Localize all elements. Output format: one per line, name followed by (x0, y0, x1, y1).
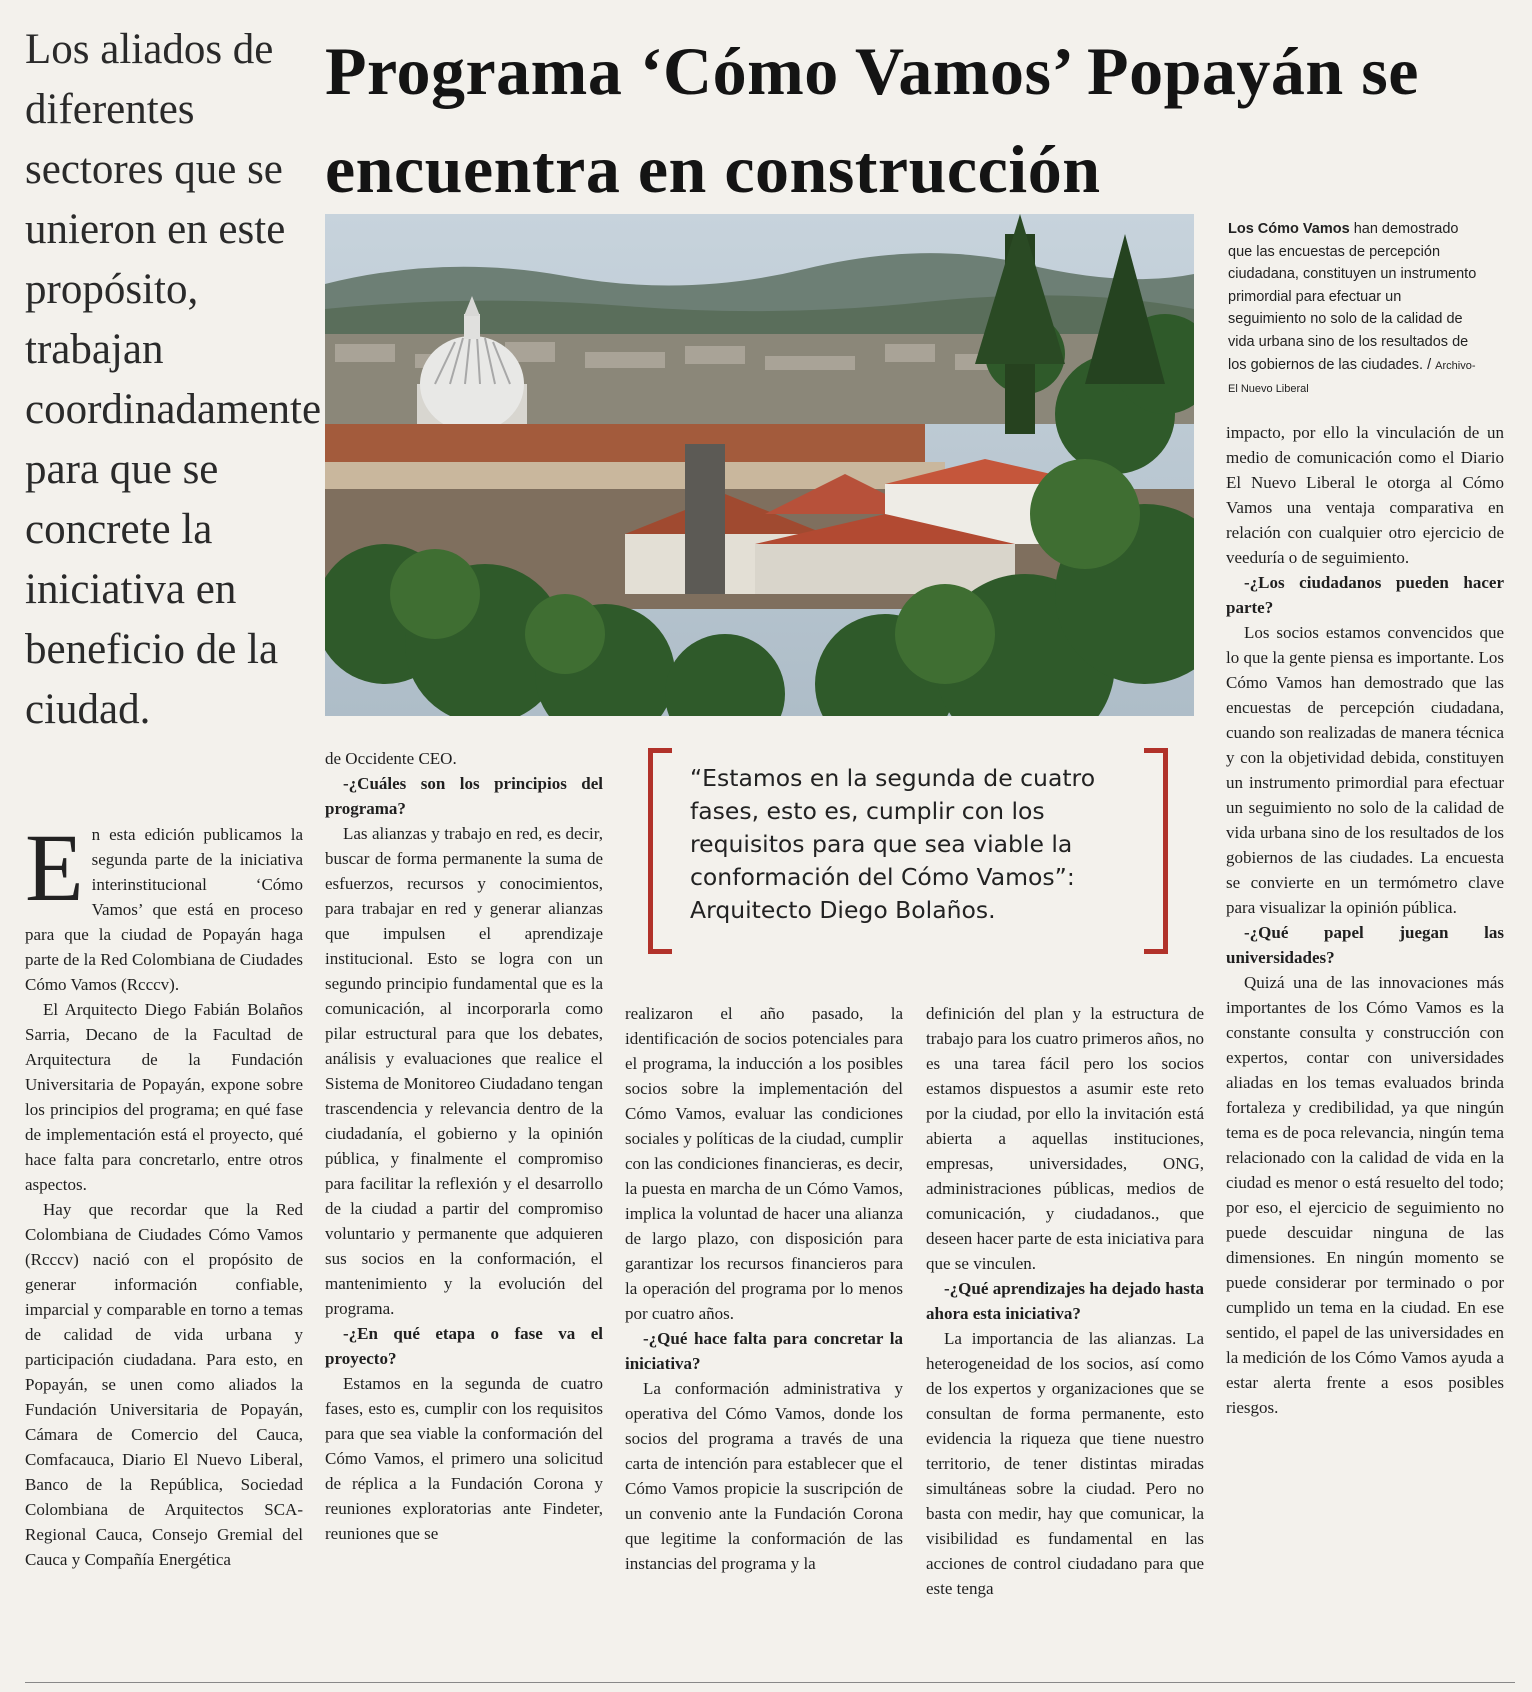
paragraph: El Arquitecto Diego Fabián Bolaños Sarria, Decano de la Facultad de Arquitectura de la Fundación Universitaria de Popayán, expone sobre los principios del programa; en qué fase de implementación está el proyecto, qué hace falta para concretarlo, entre otros aspectos. (25, 1000, 303, 1194)
paragraph: Estamos en la segunda de cuatro fases, esto es, cumplir con los requisitos para que sea viable la conformación del Cómo Vamos, el primero una solicitud de réplica a la Fundación Corona y reuniones exploratorias ante Findeter, reuniones que se (325, 1374, 603, 1543)
article-column-2 (325, 746, 603, 1546)
side-pull-quote: Los aliados de diferentes sectores que se unieron en este propósito, trabajan coordinadamente para que se concrete la iniciativa en beneficio de la ciudad. (25, 26, 322, 733)
city-photo (325, 214, 1194, 716)
photo-caption (1228, 218, 1483, 401)
bottom-rule (25, 1682, 1515, 1683)
paragraph: Hay que recordar que la Red Colombiana de Ciudades Cómo Vamos (Rcccv) nació con el propósito de generar información confiable, imparcial y comparable en torno a temas de calidad de vida urbana y participación ciudadana. Para esto, en Popayán, se unen como aliados la Fundación Universitaria de Popayán, Cámara de Comercio del Cauca, Comfacauca, Diario El Nuevo Liberal, Banco de la República, Sociedad Colombiana de Arquitectos SCA-Regional Cauca, Consejo Gremial del Cauca y Compañía Energética (25, 1200, 303, 1569)
city-skyline-image (325, 214, 1194, 716)
right-bracket (1144, 748, 1168, 954)
interview-question: -¿Los ciudadanos pueden hacer parte? (1226, 573, 1504, 617)
article-column-3 (625, 1001, 903, 1576)
paragraph: La conformación administrativa y operativa del Cómo Vamos, donde los socios del programa a través de una carta de intención para establecer que el Cómo Vamos propicie la suscripción de un convenio ante la Fundación Corona que legitime la conformación de las instancias del programa y la (625, 1379, 903, 1573)
left-bracket (648, 748, 672, 954)
photo-credit: Archivo-El Nuevo Liberal (1228, 359, 1476, 396)
caption-lead: Los Cómo Vamos (1228, 221, 1350, 237)
pull-quote-box (648, 748, 1168, 954)
interview-question: -¿En qué etapa o fase va el proyecto? (325, 1324, 603, 1368)
article-column-4 (926, 1001, 1204, 1601)
interview-question: -¿Cuáles son los principios del programa? (325, 774, 603, 818)
paragraph: realizaron el año pasado, la identificación de socios potenciales para el programa, la inducción a los posibles socios sobre la implementación del Cómo Vamos, evaluar las condiciones sociales y políticas de la ciudad, cumplir con las condiciones financieras, es decir, la puesta en marcha de un Cómo Vamos, implica la voluntad de hacer una alianza de largo plazo, con disposición para garantizar los recursos financieros para la operación del programa por lo menos por cuatro años. (625, 1004, 903, 1323)
interview-question: -¿Qué aprendizajes ha dejado hasta ahora esta iniciativa? (926, 1279, 1204, 1323)
paragraph: de Occidente CEO. (325, 749, 457, 768)
interview-question: -¿Qué hace falta para concretar la iniciativa? (625, 1329, 903, 1373)
caption-text: han demostrado que las encuestas de percepción ciudadana, constituyen un instrumento primordial para efectuar un seguimiento no solo de la calidad de vida urbana sino de los resultados de los gobiernos de las ciudades. / (1228, 221, 1477, 373)
headline: Programa ‘Cómo Vamos’ Popayán se encuentra en construcción (325, 33, 1419, 207)
article-column-5 (1226, 420, 1504, 1420)
paragraph: La importancia de las alianzas. La heterogeneidad de los socios, así como de los expertos y organizaciones que se consultan de forma permanente, esto evidencia la riqueza que tiene nuestro territorio, de tener distintas miradas simultáneas sobre la ciudad. Pero no basta con medir, hay que comunicar, la visibilidad es fundamental en las acciones de control ciudadano para que este tenga (926, 1329, 1204, 1598)
intro-paragraph: En esta edición publicamos la segunda parte de la iniciativa interinstitucional ‘Cómo Vamos’ que está en proceso para que la ciudad de Popayán haga parte de la Red Colombiana de Ciudades Cómo Vamos (Rcccv). (25, 814, 303, 994)
paragraph: Quizá una de las innovaciones más importantes de los Cómo Vamos es la constante consulta y construcción con expertos, contar con universidades aliadas en los temas evaluados brinda fortaleza y credibilidad, ya que ningún tema es de poca relevancia, ningún tema relacionado con la calidad de vida en la ciudad es menor o está resuelto del todo; por eso, el ejercicio de seguimiento no puede descuidar ninguna de las dimensiones. En ningún momento se puede considerar por terminado o por cumplido un tema en la ciudad. En ese sentido, el papel de las universidades en la medición de los Cómo Vamos ayuda a estar alerta frente a esos posibles riesgos. (1226, 973, 1504, 1417)
interview-question: -¿Qué papel juegan las universidades? (1226, 923, 1504, 967)
drop-cap: E (25, 814, 84, 921)
article-column-1 (25, 814, 303, 1572)
paragraph: Las alianzas y trabajo en red, es decir, buscar de forma permanente la suma de esfuerzos, recursos y conocimientos, para trabajar en red y generar alianzas que impulsen el aprendizaje institucional. Esto se logra con un segundo principio fundamental que es la comunicación, al incorporarla como pilar estructural para que los debates, análisis y evaluaciones que realice el Sistema de Monitoreo Ciudadano tengan trascendencia y relevancia dentro de la ciudadanía, el gobierno y la opinión pública, y finalmente el compromiso para facilitar la reflexión y el desarrollo de la ciudad a partir del compromiso voluntario y permanente que adquieren sus socios en la conformación, el mantenimiento y la evolución del programa. (325, 824, 603, 1318)
paragraph: definición del plan y la estructura de trabajo para los cuatro primeros años, no es una tarea fácil pero los socios estamos dispuestos a asumir este reto por la ciudad, por ello la invitación está abierta a aquellas instituciones, empresas, universidades, ONG, administraciones públicas, medios de comunicación, y ciudadanos., que deseen hacer parte de esta iniciativa para que se vinculen. (926, 1004, 1204, 1273)
pull-quote-text: “Estamos en la segunda de cuatro fases, esto es, cumplir con los requisitos para que sea viable la conformación del Cómo Vamos”: Arquitecto Diego Bolaños. (690, 764, 1096, 924)
paragraph: Los socios estamos convencidos que lo que la gente piensa es importante. Los Cómo Vamos han demostrado que las encuestas de percepción ciudadana, cuando son realizadas de manera técnica y con la objetividad debida, constituyen un instrumento primordial para efectuar un seguimiento no solo de la calidad de vida urbana sino de los resultados de los gobiernos de las ciudades. La encuesta se convierte en un termómetro clave para visualizar la opinión pública. (1226, 623, 1504, 917)
paragraph: impacto, por ello la vinculación de un medio de comunicación como el Diario El Nuevo Liberal le otorga al Cómo Vamos una ventaja comparativa en relación con cualquier otro ejercicio de veeduría o de seguimiento. (1226, 423, 1504, 567)
